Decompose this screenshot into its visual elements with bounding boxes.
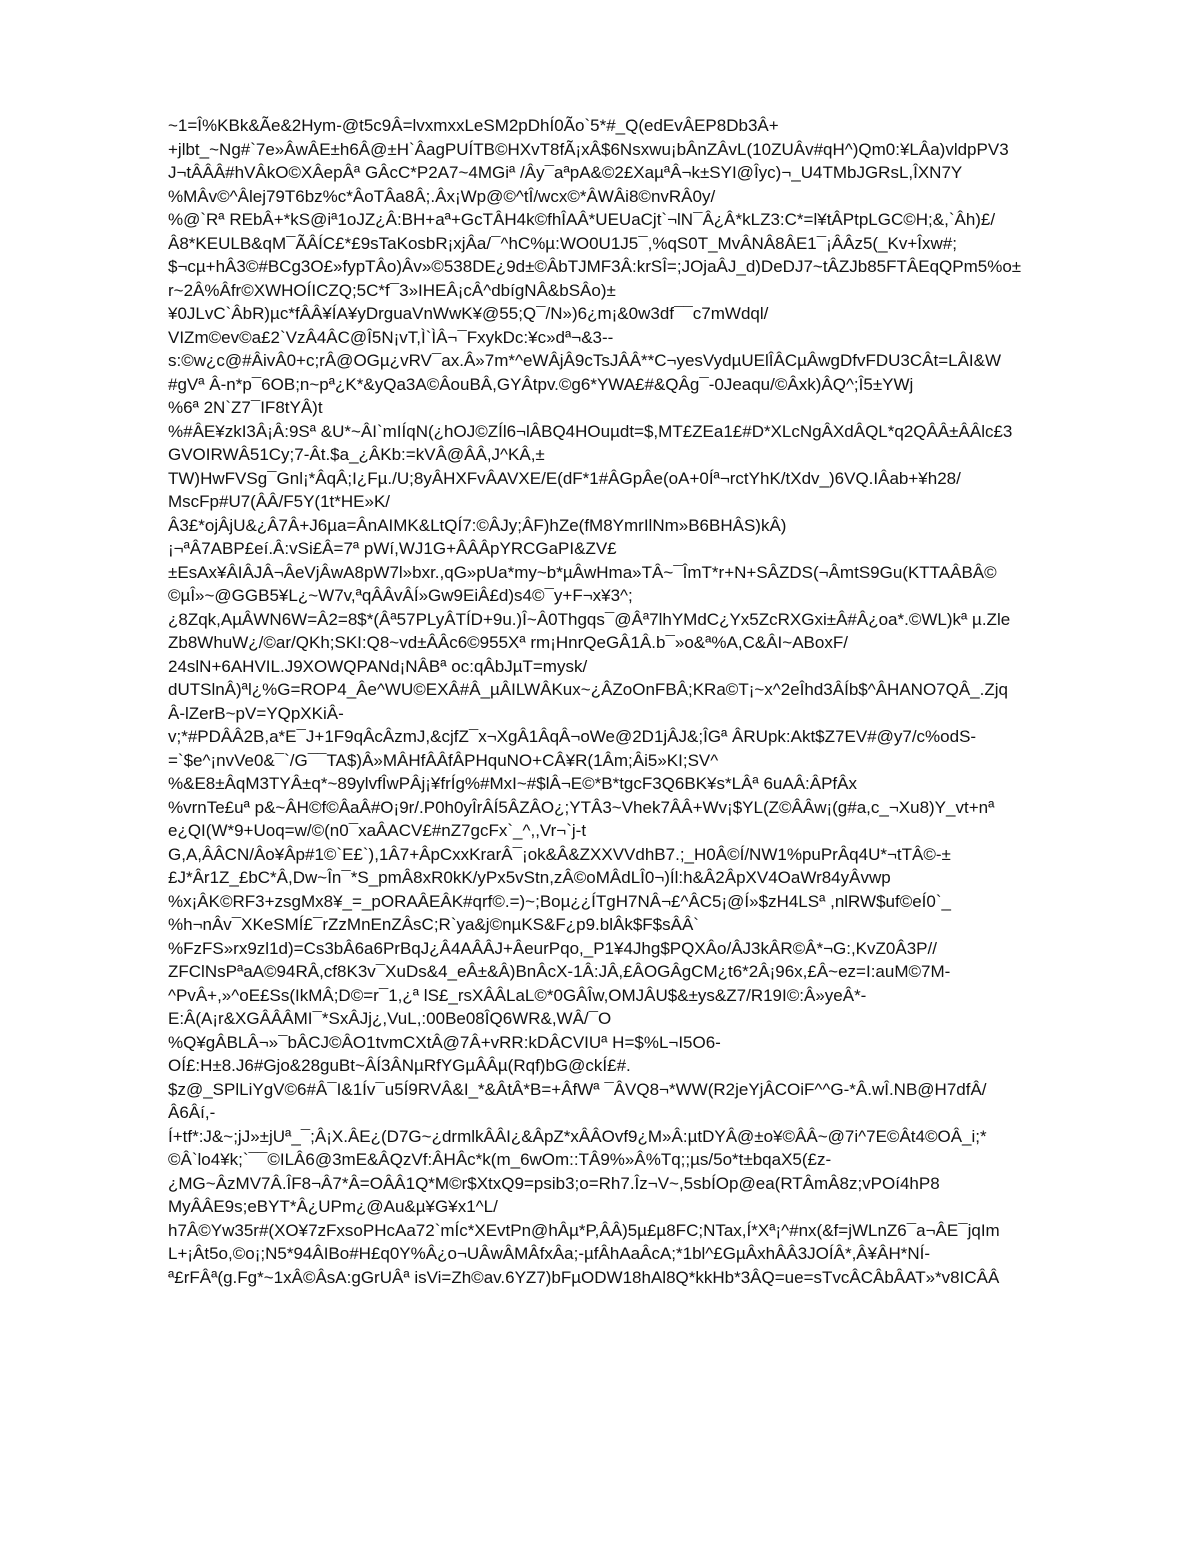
text-line: ª£rFÂª(g.Fg*~1xÂ©ÂsA:gGrUÂª isVi=Zh©av.6YZ7)bFµODW18hAl8Q*kkHb*3ÂQ=ue=sTvcÂCÂbÂAT»*v8ICÂÂ — [168, 1267, 1000, 1287]
text-line: #gVª Â-n*p¯6OB;n~pª¿K*&yQa3A©ÂouBÂ,GYÂtpv.©g6*YWA£#&QÂg¯-0Jeaqu/©Âxk)ÂQ^;Î5±YWj — [168, 374, 914, 394]
text-line: Â8*KEULB&qM¯ÃÂÍC£*£9sTaKosbR¡xjÂa/¯^hC%µ:WO0U1J5¯,%qS0T_MvÂNÂ8ÂE1¯¡ÂÂz5(_Kv+Îxw#; — [168, 233, 957, 253]
text-line: Zb8WhuW¿/©ar/QKh;SKI:Q8~vd±ÂÂc6©955Xª rm¡HnrQeGÂ1Â.b¯»o&ª%A,C&ÂI~ABoxF/ — [168, 633, 848, 652]
text-line: %h¬nÂv¯XKeSMÍ£¯rZzMnEnZÂsC;R`ya&j©nµKS&F¿p9.blÂk$F$sÂÂ` — [168, 915, 699, 934]
text-line: ~1=Î%KBk&Ãe&2Hym-@t5c9Â=lvxmxxLeSM2pDhÍ0Ão`5*#_Q(edEvÂEP8Db3Â+ — [168, 116, 779, 135]
text-line: %x¡ÂK©RF3+zsgMx8¥_=_pORAÂEÂK#qrf©.=)~;Boµ¿¿ÍTgH7NÂ¬£^ÂC5¡@Í»$zH4LSª ,nlRW$uf©eÍ0`_ — [168, 891, 951, 911]
text-line: MscFp#U7(ÂÂ/F5Y(1t*HE»K/ — [168, 492, 391, 511]
text-line: TW)HwFVSg¯Gnl¡*ÂqÂ;I¿Fµ./U;8yÂHXFvÂAVXE/E(dF*1#ÂGpÂe(oA+0Íª¬rctYhK/tXdv_)6VQ.IÂab+¥h28/ — [168, 468, 961, 488]
text-line: ¥0JLvC`ÂbR)µc*fÂÂ¥ÍA¥yDrguaVnWwK¥@55;Q¯/N»)6¿m¡&0w3df¯¯c7mWdql/ — [168, 304, 769, 323]
text-line: ¡¬ªÂ7ABP£eí.Â:vSi£Â=7ª pWí,WJ1G+ÂÂÂpYRCGaPI&ZV£ — [168, 539, 617, 558]
text-line: ZFClNsPªaA©94RÂ,cf8K3v¯XuDs&4_eÂ±&Â)BnÂcX-1Â:JÂ,£ÂOGÂgCM¿t6*2Â¡96x,£Â~ez=I:auM©7M- — [168, 962, 951, 981]
text-line: ¿8Zqk,AµÂWN6W=Â2=8$*(Âª57PLyÂTÍD+9u.)Î~Â0Thgqs¯@Âª7lhYMdC¿Yx5ZcRXGxi±Â#Â¿oa*.©WL)kª µ.Zle — [168, 609, 1011, 629]
text-line: GVOIRWÂ51Cy;7-Ât.$a_¿ÂKb:=kVÂ@ÂÂ,J^KÂ,± — [168, 445, 545, 464]
text-line: ^PvÂ+,»^oE£Ss(IkMÂ;D©=r¯1,¿ª lS£_rsXÂÂLaL©*0GÂÎw,OMJÂU$&±ys&Z7/R19I©:Â»yeÂ*- — [168, 985, 867, 1005]
text-line: %vrnTe£uª p&~ÂH©f©ÂaÂ#O¡9r/.P0h0yÎrÂÍ5ÂZÂO¿;YTÂ3~Vhek7ÂÂ+Wv¡$YL(Z©ÂÂw¡(g#a,c_¬Xu8)Y_vt+nª — [168, 797, 995, 817]
text-line: Í+tf*:J&~;jJ»±jUª_¯;Â¡X.ÂE¿(D7G~¿drmlkÂÂI¿&ÂpZ*xÂÂOvf9¿M»Â:µtDYÂ@±o¥©ÂÂ~@7i^7E©Ât4©OÂ_i;* — [168, 1126, 987, 1146]
text-line: Â-lZerB~pV=YQpXKiÂ- — [168, 703, 344, 723]
text-line: $¬cµ+hÂ3©#BCg3O£»fypTÂo)Âv»©538DE¿9d±©ÂbTJMF3Â:krSÎ=;JOjaÂJ_d)DeDJ7~tÂZJb85FTÂEqQPm5%o± — [168, 257, 1022, 276]
text-line: OÍ£:H±8.J6#Gjo&28guBt~ÂÍ3ÂNµRfYGµÂÂµ(Rqf)bG@ckÍ£#. — [168, 1056, 631, 1075]
text-line: VIZm©ev©a£2`VzÂ4ÂC@Î5N¡vT,Ì`ÌÂ¬¯FxykDc:¥c»dª¬&3-- — [168, 327, 614, 347]
text-line: %MÂv©^Âlej79T6bz%c*ÂoTÂa8Â;.Âx¡Wp@©^tÎ/wcx©*ÂWÂi8©nvRÂ0y/ — [168, 186, 716, 206]
text-line: $z@_SPlLiYgV©6#Â¯I&1Ív¯u5Í9RVÂ&I_*&ÂtÂ*B=+ÂfWª ¯ÂVQ8¬*WW(R2jeYjÂCOiF^^G-*Â.wÎ.NB@H7dfÂ/ — [168, 1079, 987, 1099]
text-line: £J*Âr1Z_£bC*Â,Dw~În¯*S_pmÂ8xR0kK/yPx5vStn,zÂ©oMÂdLÎ0¬)Íl:h&Â2ÂpXV4OaWr84yÂvwp — [168, 868, 891, 887]
text-line: h7Â©Yw35r#(XO¥7zFxsoPHcAa72`mÍc*XEvtPn@hÂµ*P,ÂÂ)5µ£µ8FC;NTax,Í*Xª¡^#nx(&f=jWLnZ6¯a¬ÂE¯jqIm — [168, 1220, 1000, 1240]
text-line: %FzFS»rx9zl1d)=Cs3bÂ6a6PrBqJ¿Â4AÂÂJ+ÂeurPqo,_P1¥4Jhg$PQXÂo/ÂJ3kÂR©Â*¬G:,KvZ0Â3P// — [168, 938, 937, 958]
text-line: =`$e^¡nvVe0&¯`/G¯¯TA$)Â»MÂHfÂÂfÂPHquNO+CÂ¥R(1Âm;Âi5»KI;SV^ — [168, 750, 719, 770]
text-line: s:©w¿c@#ÂivÂ0+c;rÂ@OGµ¿vRV¯ax.Â»7m*^eWÂjÂ9cTsJÂÂ**C¬yesVydµUElÎÂCµÂwgDfvFDU3CÂt=LÂI&W — [168, 351, 1002, 370]
text-line: %Q¥gÂBLÂ¬»¯bÂCJ©ÂO1tvmCXtÂ@7Â+vRR:kDÂCVIUª H=$%L¬I5O6- — [168, 1032, 721, 1052]
text-line: ©Â`lo4¥k;`¯¯©ILÂ6@3mE&ÂQzVf:ÂHÂc*k(m_6wOm::TÂ9%»Â%Tq;;µs/5o*t±bqaX5(£z- — [168, 1150, 832, 1169]
text-line: L+¡Ât5o,©o¡;N5*94ÂIBo#H£q0Y%Â¿o¬UÂwÂMÂfxÂa;-µfÂhAaÂcA;*1bl^£GµÂxhÂÂ3JOÍÂ*,Â¥ÂH*NÍ- — [168, 1244, 930, 1263]
text-line: %&E8±ÂqM3TYÂ±q*~89ylvfÎwPÂj¡¥frÍg%#MxI~#$lÂ¬E©*B*tgcF3Q6BK¥s*LÂª 6uAÂ:ÂPfÂx — [168, 774, 857, 793]
text-line: ©µÎ»~@GGB5¥L¿~W7v,ªqÂÂvÂÍ»Gw9EiÂ£d)s4©¯y+F¬x¥3^; — [168, 586, 633, 605]
text-line: e¿QI(W*9+Uoq=w/©(n0¯xaÂACV£#nZ7gcFx`_^,,Vr¬`j-t — [168, 821, 587, 840]
text-line: %@`Rª REbÂ+*kS@iª1oJZ¿Â:BH+aª+GcTÂH4k©fhÎAÂ*UEUaCjt`¬lN¯Â¿Â*kLZ3:C*=l¥tÂPtpLGC©H;&,`Âh)£/ — [168, 210, 996, 229]
text-line: J¬tÂÂÂ#hVÂkO©XÂepÂª GÂcC*P2A7~4MGiª /Ây¯aªpA&©2£XaµªÂ¬k±SYI@Îyc)¬_U4TMbJGRsL,ÎXN7Y — [168, 163, 963, 182]
text-line: dUTSlnÂ)ªl¿%G=ROP4_Âe^WU©EXÂ#Â_µÂILWÂKux~¿ÂZoOnFBÂ;KRa©T¡~x^2eÎhd3ÂÍb$^ÂHANO7QÂ_.Zjq — [168, 680, 1008, 699]
text-line: %#ÂE¥zkI3Â¡Â:9Sª &U*~ÂI`mIÍqN(¿hOJ©ZÍl6¬lÂBQ4HOuµdt=$,MT£ZEa1£#D*XLcNgÂXdÂQL*q2QÂÂ±ÂÂlc£3 — [168, 421, 1013, 441]
text-line: G,A,ÂÂCN/Âo¥Âp#1©`E£`),1Â7+ÂpCxxKrarÂ¯¡ok&Â&ZXXVVdhB7.;_H0Â©Í/NW1%puPrÂq4U*¬tTÂ©-± — [168, 844, 951, 864]
text-line: %6ª 2N`Z7¯IF8tYÂ)t — [168, 398, 323, 417]
text-line: +jlbt_~Ng#`7e»ÂwÂE±h6Â@±H`ÂagPUÍTB©HXvT8fÃ¡xÂ$6Nsxwu¡bÂnZÂvL(10ZUÂv#qH^)Qm0:¥LÂa)vldpPV3 — [168, 139, 1009, 159]
text-line: E:Â(A¡r&XGÂÂÂMI¯*SxÂJj¿,VuL,:00Be08ÎQ6WR&,WÂ/¯O — [168, 1009, 612, 1028]
document-body — [168, 114, 1128, 1289]
text-line: MyÂÂE9s;eBYT*Â¿UPm¿@Au&µ¥G¥x1^L/ — [168, 1197, 498, 1216]
text-line: 24slN+6AHVIL.J9XOWQPANd¡NÂBª oc:qÂbJµT=mysk/ — [168, 656, 588, 676]
text-line: Â3£*ojÂjU&¿Â7Â+J6µa=ÂnAIMK&LtQÍ7:©ÂJy;ÂF)hZe(fM8YmrIlNm»B6BHÂS)kÂ) — [168, 515, 787, 535]
text-line: ±EsAx¥ÂIÂJÂ¬ÂeVjÂwA8pW7l»bxr.,qG»pUa*my~b*µÂwHma»TÂ~¯ÎmT*r+N+SÂZDS(¬ÂmtS9Gu(KTTAÂBÂ© — [168, 562, 997, 582]
text-line: r~2Â%Âfr©XWHOÍICZQ;5C*f¯3»IHEÂ¡cÂ^dbígNÂ&bSÂo)± — [168, 280, 616, 300]
text-line: v;*#PDÂÂ2B,a*E¯J+1F9qÂcÂzmJ,&cjfZ¯x¬XgÂ1ÂqÂ¬oWe@2D1jÂJ&;ÎGª ÂRUpk:Akt$Z7EV#@y7/c%odS- — [168, 727, 977, 746]
text-line: ¿MG~ÂzMV7Â.ÎF8¬Â7*Â=OÂÂ1Q*M©r$XtxQ9=psib3;o=Rh7.Îz¬V~,5sbÍOp@ea(RTÂmÂ8z;vPOí4hP8 — [168, 1173, 940, 1193]
text-line: Â6Âí,- — [168, 1103, 216, 1122]
